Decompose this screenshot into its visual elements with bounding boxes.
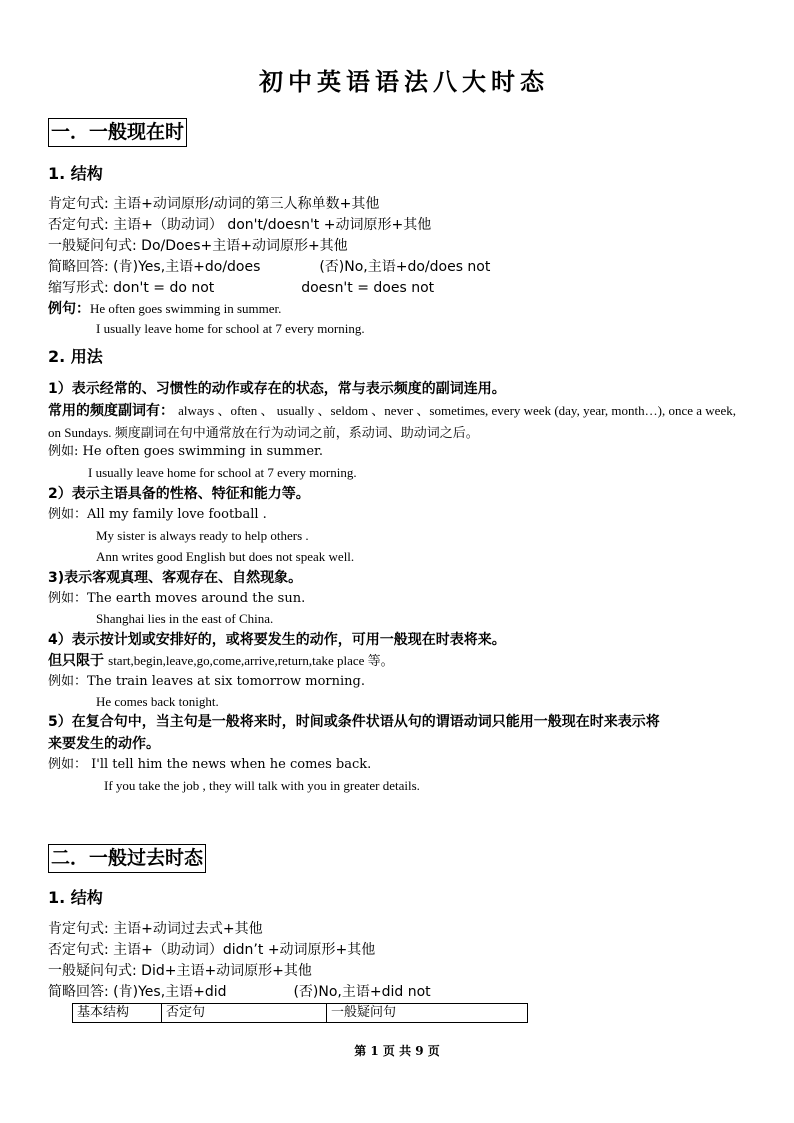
usage-point-3: 3)表示客观真理、客观存在、自然现象。 (48, 570, 303, 586)
short-answer (48, 258, 490, 276)
usage-4-limit-verbs: start,begin,leave,go,come,arrive,return,take place 等。 (108, 653, 394, 668)
example-sentence-2: I usually leave home for school at 7 every morning. (96, 321, 365, 336)
past-short-answer-yes: 简略回答: (肯)Yes,主语+did (48, 984, 227, 1000)
structure-heading: 1. 结构 (48, 164, 103, 183)
contraction-doesnt: doesn't = does not (301, 280, 435, 296)
usage-2-example-1: 例如：All my family love football . (48, 507, 267, 522)
past-negative-form: 否定句式: 主语+（助动词）didn’t +动词原形+其他 (48, 942, 376, 958)
table-header-cell: 否定句 (162, 1004, 327, 1023)
affirmative-form: 肯定句式: 主语+动词原形/动词的第三人称单数+其他 (48, 196, 380, 212)
usage-4-example-2: He comes back tonight. (96, 694, 219, 709)
usage-5-example-2: If you take the job , they will talk with you in greater details. (104, 778, 420, 793)
usage-heading: 2. 用法 (48, 347, 103, 366)
past-structure-table (72, 1003, 528, 1023)
table-header-cell: 一般疑问句 (327, 1004, 528, 1023)
usage-point-5-line-2: 来要发生的动作。 (48, 736, 160, 752)
short-answer-no: (否)No,主语+do/does not (319, 259, 491, 275)
example-sentence-1: He often goes swimming in summer. (90, 301, 282, 316)
usage-5-example-1: 例如： I'll tell him the news when he comes back. (48, 757, 372, 772)
page-footer: 第 1 页 共 9 页 (354, 1044, 440, 1058)
section-heading-simple-past: 二．一般过去时态 (48, 844, 206, 873)
table-row (73, 1004, 528, 1023)
usage-3-example-2: Shanghai lies in the east of China. (96, 611, 274, 626)
question-form: 一般疑问句式: Do/Does+主语+动词原形+其他 (48, 238, 348, 254)
usage-2-example-3: Ann writes good English but does not speak well. (96, 549, 355, 564)
past-structure-heading: 1. 结构 (48, 888, 103, 907)
example-line-1 (48, 300, 281, 319)
usage-point-1: 1）表示经常的、习惯性的动作或存在的状态，常与表示频度的副词连用。 (48, 381, 506, 397)
usage-point-2: 2）表示主语具备的性格、特征和能力等。 (48, 486, 310, 502)
frequency-label: 常用的频度副词有： (48, 403, 174, 419)
usage-3-example-1: 例如：The earth moves around the sun. (48, 591, 306, 606)
usage-1-example-2: I usually leave home for school at 7 every morning. (88, 465, 357, 480)
usage-point-5-line-1: 5）在复合句中，当主句是一般将来时，时间或条件状语从句的谓语动词只能用一般现在时来表示将 (48, 714, 660, 730)
usage-1-example-1: 例如: He often goes swimming in summer. (48, 444, 323, 459)
past-question-form: 一般疑问句式: Did+主语+动词原形+其他 (48, 963, 312, 979)
usage-4-limit (48, 652, 394, 671)
frequency-text: always 、often 、 usually 、seldom 、never 、sometimes, every week (day, year, month…), once a week, on Sundays. 频度副词在句中通常放在行为动词之前，系动词、助动词之后。 (48, 403, 736, 440)
example-label: 例句： (48, 301, 90, 317)
section-heading-simple-present: 一．一般现在时 (48, 118, 187, 147)
contraction-form (48, 279, 434, 297)
document-title: 初中英语语法八大时态 (259, 68, 549, 96)
usage-2-example-2: My sister is always ready to help others . (96, 528, 309, 543)
past-short-answer-no: (否)No,主语+did not (293, 984, 431, 1000)
frequency-adverbs (48, 400, 748, 444)
past-short-answer (48, 983, 431, 1001)
negative-form: 否定句式: 主语+（助动词） don't/doesn't +动词原形+其他 (48, 217, 432, 233)
usage-4-limit-label: 但只限于 (48, 653, 104, 669)
usage-4-example-1: 例如：The train leaves at six tomorrow morning. (48, 674, 366, 689)
usage-point-4: 4）表示按计划或安排好的，或将要发生的动作，可用一般现在时表将来。 (48, 632, 506, 648)
short-answer-yes: 简略回答: (肯)Yes,主语+do/does (48, 259, 261, 275)
contraction-dont: 缩写形式: don't = do not (48, 280, 215, 296)
past-affirmative-form: 肯定句式: 主语+动词过去式+其他 (48, 921, 263, 937)
table-header-cell: 基本结构 (73, 1004, 162, 1023)
